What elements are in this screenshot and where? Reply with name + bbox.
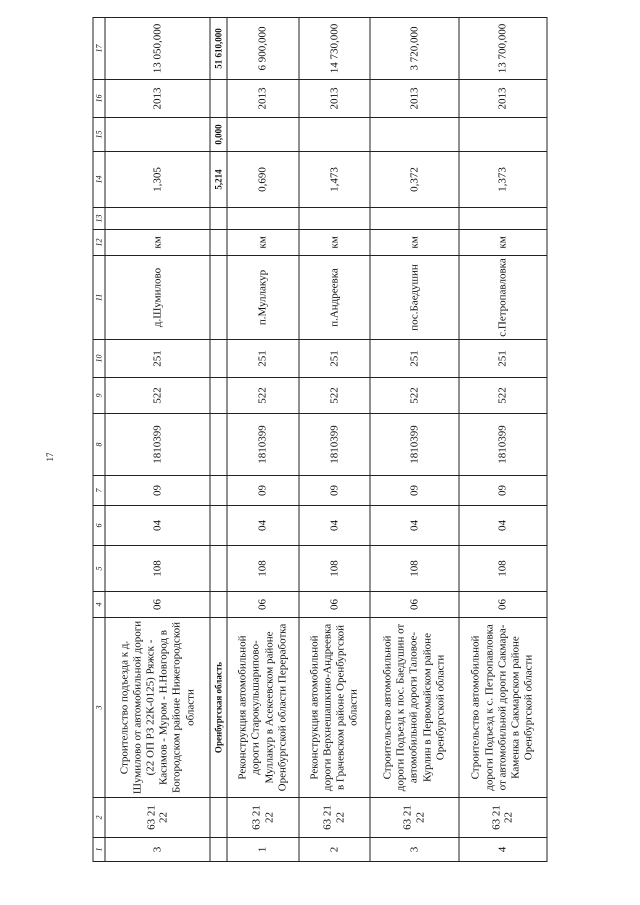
row-number: 4 <box>459 838 547 862</box>
empty-cell <box>210 230 227 256</box>
header-cell: 12 <box>93 230 105 256</box>
cell-c5: 108 <box>299 546 370 592</box>
unit: км <box>370 230 458 256</box>
cell-c6: 04 <box>299 506 370 546</box>
cell-c7: 09 <box>459 476 547 506</box>
cell-c10: 251 <box>459 340 547 378</box>
cell-c6: 04 <box>370 506 458 546</box>
cell-c9: 522 <box>459 378 547 414</box>
year: 2013 <box>299 80 370 118</box>
empty-cell <box>210 506 227 546</box>
table-row <box>105 18 210 862</box>
year: 2013 <box>105 80 210 118</box>
cell-c6: 04 <box>105 506 210 546</box>
empty-cell <box>210 838 227 862</box>
cell-c5: 108 <box>105 546 210 592</box>
row-code: 63 21 22 <box>105 798 210 838</box>
region-row <box>210 18 227 862</box>
row-code: 63 21 22 <box>299 798 370 838</box>
cell-c7: 09 <box>299 476 370 506</box>
amount: 13 700,000 <box>459 18 547 80</box>
empty-cell <box>210 546 227 592</box>
region-c15-total: 0,000 <box>210 118 227 152</box>
cell-c4: 06 <box>227 592 298 618</box>
region-length-total: 5,214 <box>210 152 227 208</box>
location: п.Муллакур <box>227 256 298 340</box>
year: 2013 <box>459 80 547 118</box>
cell-c15 <box>459 118 547 152</box>
empty-cell <box>210 592 227 618</box>
cell-c8: 1810399 <box>105 414 210 476</box>
cell-c4: 06 <box>299 592 370 618</box>
cell-c15 <box>105 118 210 152</box>
object-name: Строительство автомобильной дороги Подъезд к с. Петропавловка от автомобильной дороги Сакмара-Каменка в Сакмарском районе Оренбургской области <box>459 618 547 798</box>
cell-c4: 06 <box>105 592 210 618</box>
table-row <box>459 18 547 862</box>
empty-cell <box>210 208 227 230</box>
region-name: Оренбургская область <box>210 618 227 798</box>
cell-c6: 04 <box>227 506 298 546</box>
cell-c13 <box>299 208 370 230</box>
year: 2013 <box>370 80 458 118</box>
empty-cell <box>210 378 227 414</box>
header-cell: 16 <box>93 80 105 118</box>
unit: км <box>227 230 298 256</box>
cell-c10: 251 <box>105 340 210 378</box>
unit: км <box>299 230 370 256</box>
rotated-table-wrapper <box>93 23 548 862</box>
row-code: 63 21 22 <box>227 798 298 838</box>
header-cell: 3 <box>93 618 105 798</box>
cell-c8: 1810399 <box>370 414 458 476</box>
row-code: 63 21 22 <box>459 798 547 838</box>
length: 1,305 <box>105 152 210 208</box>
row-number: 3 <box>370 838 458 862</box>
cell-c5: 108 <box>227 546 298 592</box>
cell-c8: 1810399 <box>299 414 370 476</box>
empty-cell <box>210 80 227 118</box>
table-row <box>370 18 458 862</box>
cell-c9: 522 <box>105 378 210 414</box>
cell-c8: 1810399 <box>227 414 298 476</box>
cell-c15 <box>227 118 298 152</box>
cell-c7: 09 <box>370 476 458 506</box>
amount: 6 900,000 <box>227 18 298 80</box>
header-cell: 11 <box>93 256 105 340</box>
cell-c10: 251 <box>370 340 458 378</box>
cell-c10: 251 <box>227 340 298 378</box>
cell-c15 <box>299 118 370 152</box>
unit: км <box>459 230 547 256</box>
amount: 3 720,000 <box>370 18 458 80</box>
cell-c6: 04 <box>459 506 547 546</box>
page-number: 17 <box>45 452 55 462</box>
header-cell: 9 <box>93 378 105 414</box>
header-cell: 10 <box>93 340 105 378</box>
header-cell: 15 <box>93 118 105 152</box>
cell-c13 <box>370 208 458 230</box>
object-name: Строительство подъезда к д. Шумилово от автомобильной дороги (22 ОП РЗ 22К-0125) Ряжск - Касимов - Муром - Н.Новгород в Богородском районе Нижегородской области <box>105 618 210 798</box>
object-name: Строительство автомобильной дороги Подъезд к пос. Баедушин от автомобильной дороги Таловое-Курлин в Первомайском районе Оренбургской области <box>370 618 458 798</box>
unit: км <box>105 230 210 256</box>
header-cell: 2 <box>93 798 105 838</box>
header-cell: 4 <box>93 592 105 618</box>
row-number: 3 <box>105 838 210 862</box>
object-name: Реконструкция автомобильной дороги Верхнешашкино-Андреевка в Грачевском районе Оренбургской области <box>299 618 370 798</box>
table-row <box>227 18 298 862</box>
empty-cell <box>210 340 227 378</box>
location: с.Петропавловка <box>459 256 547 340</box>
length: 1,473 <box>299 152 370 208</box>
length: 0,372 <box>370 152 458 208</box>
location: п.Андреевка <box>299 256 370 340</box>
table-row <box>299 18 370 862</box>
cell-c15 <box>370 118 458 152</box>
year: 2013 <box>227 80 298 118</box>
length: 0,690 <box>227 152 298 208</box>
header-cell: 13 <box>93 208 105 230</box>
cell-c5: 108 <box>459 546 547 592</box>
cell-c7: 09 <box>227 476 298 506</box>
budget-table <box>93 17 548 862</box>
empty-cell <box>210 798 227 838</box>
header-cell: 14 <box>93 152 105 208</box>
cell-c7: 09 <box>105 476 210 506</box>
length: 1,373 <box>459 152 547 208</box>
header-cell: 6 <box>93 506 105 546</box>
row-code: 63 21 22 <box>370 798 458 838</box>
object-name: Реконструкция автомобильной дороги Старокульшарипово-Муллакур в Асекеевском районе Оренбургской области Переработка <box>227 618 298 798</box>
cell-c9: 522 <box>370 378 458 414</box>
amount: 14 730,000 <box>299 18 370 80</box>
header-row <box>93 18 105 862</box>
cell-c8: 1810399 <box>459 414 547 476</box>
empty-cell <box>210 476 227 506</box>
cell-c5: 108 <box>370 546 458 592</box>
cell-c13 <box>105 208 210 230</box>
row-number: 1 <box>227 838 298 862</box>
cell-c4: 06 <box>459 592 547 618</box>
cell-c13 <box>459 208 547 230</box>
amount: 13 050,000 <box>105 18 210 80</box>
header-cell: 17 <box>93 18 105 80</box>
cell-c10: 251 <box>299 340 370 378</box>
empty-cell <box>210 414 227 476</box>
header-cell: 7 <box>93 476 105 506</box>
cell-c13 <box>227 208 298 230</box>
location: пос.Баедушин <box>370 256 458 340</box>
region-amount-total: 51 610,000 <box>210 18 227 80</box>
cell-c9: 522 <box>227 378 298 414</box>
header-cell: 1 <box>93 838 105 862</box>
header-cell: 8 <box>93 414 105 476</box>
cell-c9: 522 <box>299 378 370 414</box>
empty-cell <box>210 256 227 340</box>
header-cell: 5 <box>93 546 105 592</box>
cell-c4: 06 <box>370 592 458 618</box>
location: д.Шумилово <box>105 256 210 340</box>
row-number: 2 <box>299 838 370 862</box>
